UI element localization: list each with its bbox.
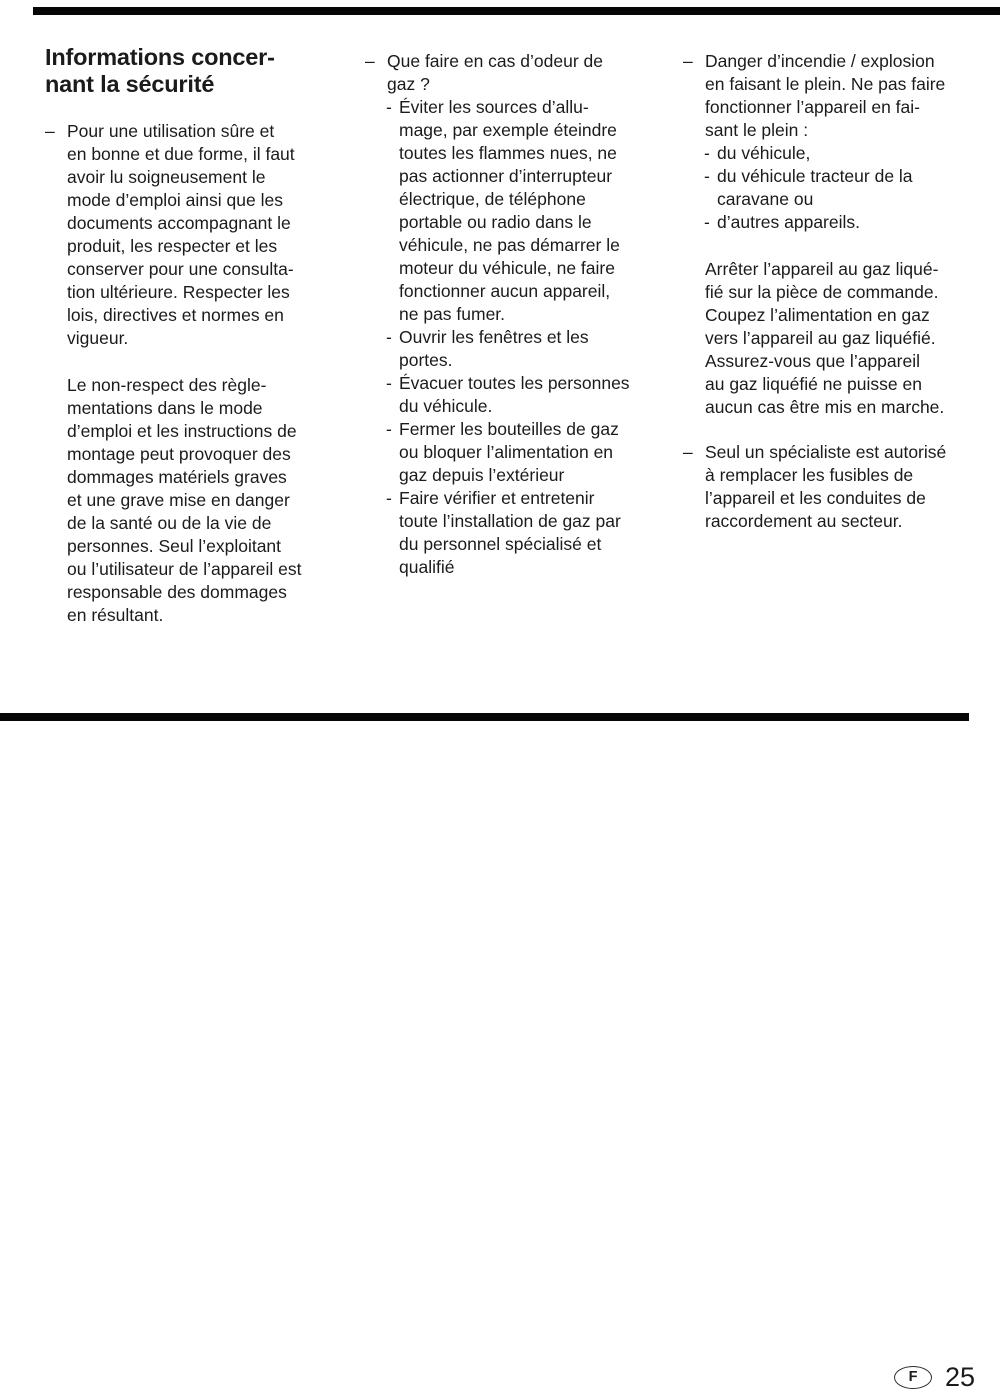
list-marker: – bbox=[365, 51, 375, 71]
paragraph bbox=[683, 258, 1003, 419]
text-line: à remplacer les fusibles de bbox=[705, 465, 914, 485]
list-marker: - bbox=[386, 419, 392, 439]
text-line: Éviter les sources d’allu- bbox=[399, 97, 589, 117]
text-line: tion ultérieure. Respecter les bbox=[67, 282, 290, 302]
sub-bullet-item bbox=[683, 142, 1003, 165]
list-marker: - bbox=[704, 143, 710, 163]
text-line: fonctionner aucun appareil, bbox=[399, 281, 611, 301]
text-line: électrique, de téléphone bbox=[399, 189, 586, 209]
text-line: nant la sécurité bbox=[45, 71, 215, 97]
text-line: sant le plein : bbox=[705, 120, 809, 140]
text-lines bbox=[45, 374, 365, 627]
section-heading bbox=[45, 44, 365, 98]
sub-bullet-item bbox=[365, 326, 685, 372]
text-line: Évacuer toutes les personnes bbox=[399, 373, 630, 393]
text-line: de la santé ou de la vie de bbox=[67, 513, 272, 533]
list-marker: - bbox=[386, 488, 392, 508]
text-lines bbox=[365, 418, 685, 487]
text-line: mage, par exemple éteindre bbox=[399, 120, 617, 140]
text-line: au gaz liquéfié ne puisse en bbox=[705, 374, 922, 394]
text-line: toute l’installation de gaz par bbox=[399, 511, 621, 531]
text-line: ne pas fumer. bbox=[399, 304, 506, 324]
text-line: Assurez-vous que l’appareil bbox=[705, 351, 920, 371]
bullet-item bbox=[683, 441, 1003, 533]
text-lines bbox=[683, 211, 1003, 234]
text-lines bbox=[365, 50, 685, 96]
page-footer bbox=[0, 680, 1000, 1392]
text-line: portes. bbox=[399, 350, 453, 370]
text-line: Le non-respect des règle- bbox=[67, 375, 267, 395]
text-line: mentations dans le mode bbox=[67, 398, 263, 418]
country-approval-oval bbox=[894, 1366, 932, 1389]
text-lines bbox=[365, 487, 685, 579]
text-line: portable ou radio dans le bbox=[399, 212, 592, 232]
sub-bullet-item bbox=[365, 372, 685, 418]
sub-bullet-item bbox=[683, 165, 1003, 211]
paragraph bbox=[45, 374, 365, 627]
text-lines bbox=[45, 120, 365, 350]
text-line: Danger d’incendie / explosion bbox=[705, 51, 935, 71]
bullet-item bbox=[45, 120, 365, 350]
text-lines bbox=[365, 96, 685, 326]
list-marker: – bbox=[683, 442, 693, 462]
text-lines bbox=[45, 44, 365, 98]
text-line: fonctionner l’appareil en fai- bbox=[705, 97, 920, 117]
text-line: du personnel spécialisé et bbox=[399, 534, 602, 554]
column-middle bbox=[365, 50, 685, 579]
text-line: responsable des dommages bbox=[67, 582, 287, 602]
text-lines bbox=[683, 50, 1003, 142]
text-line: véhicule, ne pas démarrer le bbox=[399, 235, 620, 255]
text-line: Fermer les bouteilles de gaz bbox=[399, 419, 619, 439]
text-line: du véhicule tracteur de la bbox=[717, 166, 913, 186]
text-line: vigueur. bbox=[67, 328, 129, 348]
list-marker: – bbox=[683, 51, 693, 71]
sub-bullet-item bbox=[365, 96, 685, 326]
text-line: Pour une utilisation sûre et bbox=[67, 121, 275, 141]
text-line: montage peut provoquer des bbox=[67, 444, 291, 464]
text-line: d’autres appareils. bbox=[717, 212, 860, 232]
text-line: Que faire en cas d’odeur de bbox=[387, 51, 603, 71]
text-line: Arrêter l’appareil au gaz liqué- bbox=[705, 259, 939, 279]
text-lines bbox=[365, 372, 685, 418]
bottom-scan-edge-bar bbox=[0, 713, 969, 721]
text-line: ou bloquer l’alimentation en bbox=[399, 442, 614, 462]
text-lines bbox=[683, 258, 1003, 419]
text-line: en résultant. bbox=[67, 605, 164, 625]
list-marker: - bbox=[704, 212, 710, 232]
text-line: et une grave mise en danger bbox=[67, 490, 290, 510]
text-line: documents accompagnant le bbox=[67, 213, 291, 233]
text-line: produit, les respecter et les bbox=[67, 236, 278, 256]
text-lines bbox=[683, 165, 1003, 211]
text-line: toutes les flammes nues, ne bbox=[399, 143, 617, 163]
text-line: gaz depuis l’extérieur bbox=[399, 465, 565, 485]
text-line: aucun cas être mis en marche. bbox=[705, 397, 945, 417]
text-line: gaz ? bbox=[387, 74, 430, 94]
text-line: en faisant le plein. Ne pas faire bbox=[705, 74, 946, 94]
list-marker: - bbox=[386, 97, 392, 117]
text-line: mode d’emploi ainsi que les bbox=[67, 190, 283, 210]
text-lines bbox=[683, 142, 1003, 165]
text-line: vers l’appareil au gaz liquéfié. bbox=[705, 328, 936, 348]
page-number: 25 bbox=[945, 1362, 976, 1392]
text-line: Informations concer- bbox=[45, 44, 275, 70]
text-line: caravane ou bbox=[717, 189, 814, 209]
text-line: raccordement au secteur. bbox=[705, 511, 903, 531]
text-line: Coupez l’alimentation en gaz bbox=[705, 305, 930, 325]
text-line: du véhicule, bbox=[717, 143, 811, 163]
text-line: l’appareil et les conduites de bbox=[705, 488, 926, 508]
text-line: pas actionner d’interrupteur bbox=[399, 166, 613, 186]
text-line: conserver pour une consulta- bbox=[67, 259, 294, 279]
text-line: Ouvrir les fenêtres et les bbox=[399, 327, 589, 347]
text-lines bbox=[365, 326, 685, 372]
text-lines bbox=[683, 441, 1003, 533]
list-marker: - bbox=[386, 327, 392, 347]
text-line: personnes. Seul l’exploitant bbox=[67, 536, 282, 556]
text-line: moteur du véhicule, ne faire bbox=[399, 258, 615, 278]
text-line: lois, directives et normes en bbox=[67, 305, 284, 325]
country-approval-letter: F bbox=[908, 1369, 918, 1386]
list-marker: – bbox=[45, 121, 55, 141]
text-line: Faire vérifier et entretenir bbox=[399, 488, 595, 508]
text-line: fié sur la pièce de commande. bbox=[705, 282, 939, 302]
sub-bullet-item bbox=[365, 487, 685, 579]
text-line: du véhicule. bbox=[399, 396, 493, 416]
text-line: Seul un spécialiste est autorisé bbox=[705, 442, 947, 462]
list-marker: - bbox=[386, 373, 392, 393]
text-line: avoir lu soigneusement le bbox=[67, 167, 266, 187]
bullet-item bbox=[683, 50, 1003, 142]
text-line: dommages matériels graves bbox=[67, 467, 287, 487]
text-line: d’emploi et les instructions de bbox=[67, 421, 297, 441]
list-marker: - bbox=[704, 166, 710, 186]
sub-bullet-item bbox=[683, 211, 1003, 234]
column-left bbox=[45, 44, 365, 627]
text-line: ou l’utilisateur de l’appareil est bbox=[67, 559, 302, 579]
bullet-item bbox=[365, 50, 685, 96]
text-line: en bonne et due forme, il faut bbox=[67, 144, 295, 164]
sub-bullet-item bbox=[365, 418, 685, 487]
top-scan-edge-bar bbox=[33, 7, 1000, 15]
text-line: qualifié bbox=[399, 557, 455, 577]
column-right bbox=[683, 50, 1003, 533]
